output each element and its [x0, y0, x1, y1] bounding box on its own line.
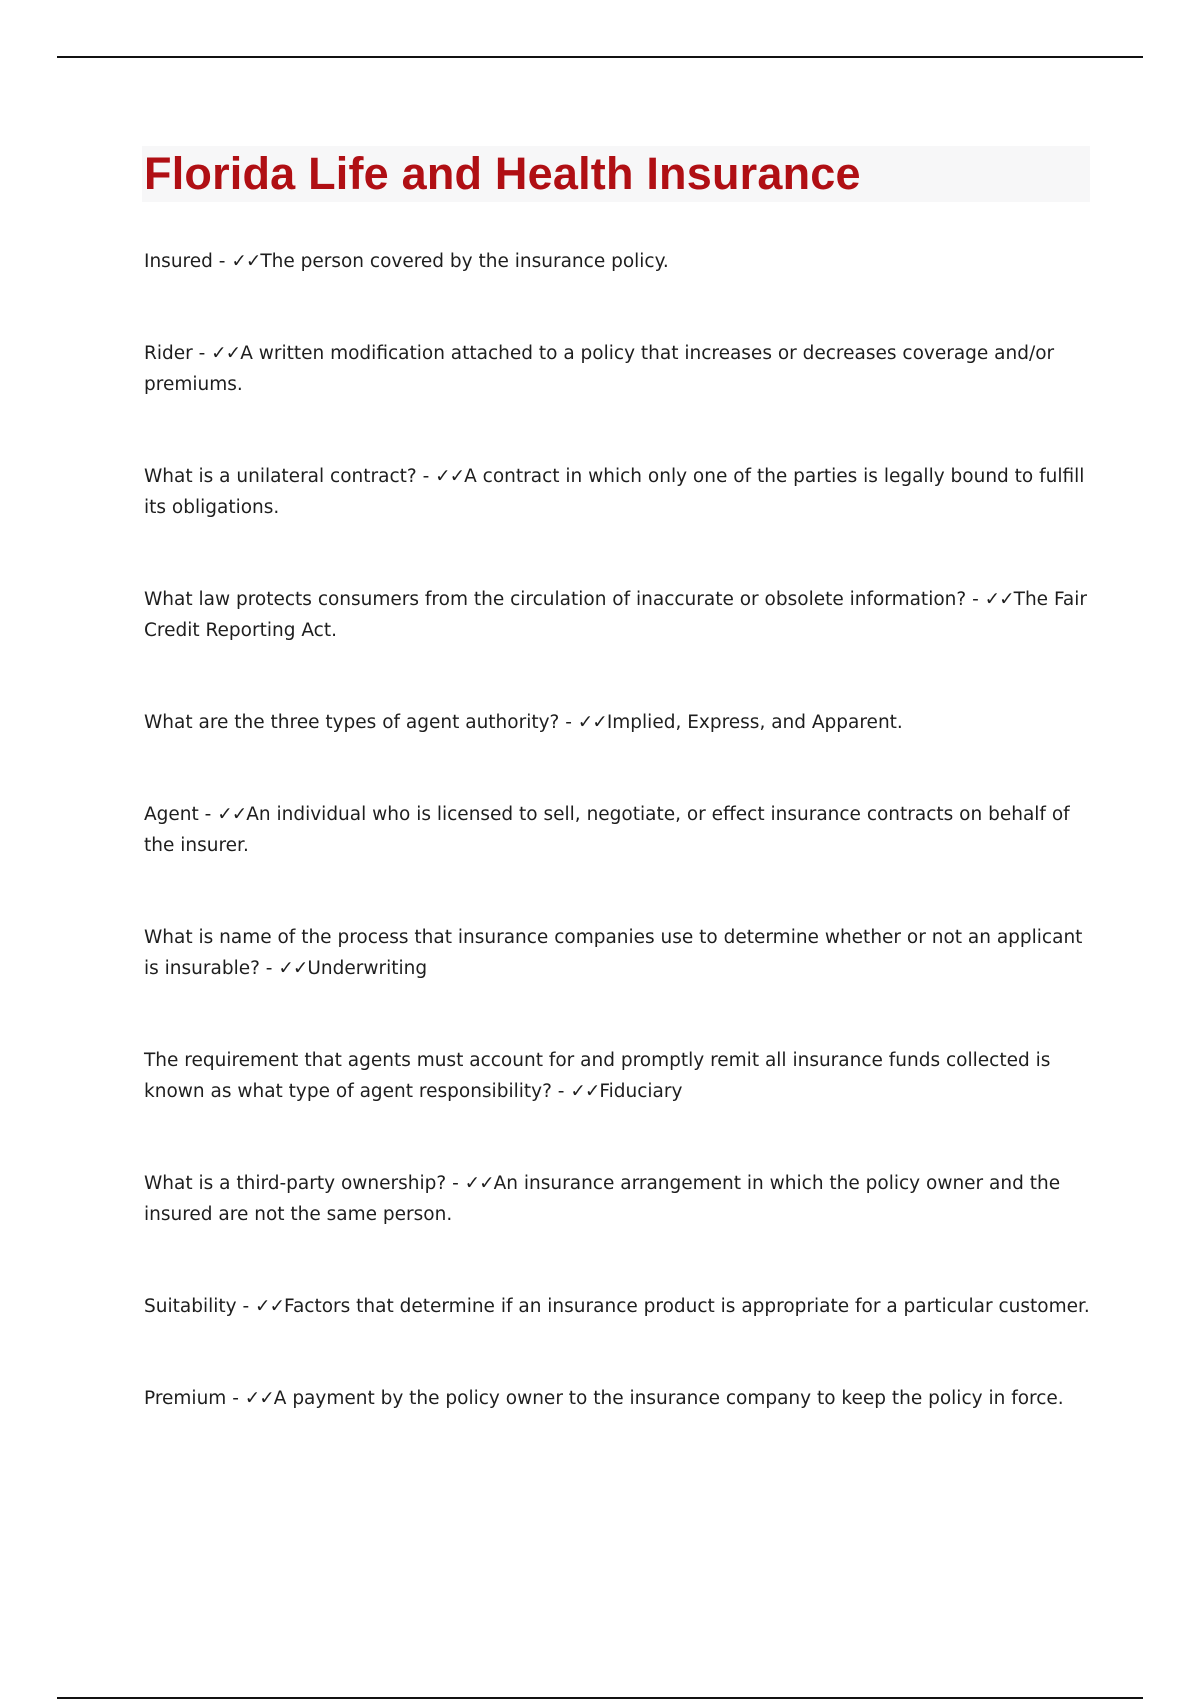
page-bottom-rule	[57, 1697, 1143, 1699]
flashcard-term: What are the three types of agent authority?	[144, 712, 560, 733]
flashcard-definition: Underwriting	[307, 958, 428, 979]
flashcard-definition: Factors that determine if an insurance product is appropriate for a particular customer.	[284, 1296, 1090, 1317]
double-check-icon: ✓✓	[577, 712, 607, 733]
flashcard-definition: The person covered by the insurance policy.	[260, 251, 669, 272]
flashcard-term: The requirement that agents must account for and promptly remit all insurance funds collected is known as what type of agent responsibility?	[144, 1050, 1051, 1102]
term-separator: -	[966, 589, 985, 610]
flashcard-definition: An individual who is licensed to sell, negotiate, or effect insurance contracts on behalf of the insurer.	[144, 804, 1070, 856]
flashcard-definition: An insurance arrangement in which the policy owner and the insured are not the same person.	[144, 1173, 1061, 1225]
flashcard-entry	[144, 799, 1094, 861]
double-check-icon: ✓✓	[211, 343, 241, 364]
double-check-icon: ✓✓	[231, 251, 261, 272]
flashcard-entry	[144, 1045, 1094, 1107]
term-separator: -	[559, 712, 578, 733]
flashcard-term: Rider	[144, 343, 193, 364]
double-check-icon: ✓✓	[255, 1296, 285, 1317]
flashcard-entry	[144, 1383, 1094, 1414]
flashcard-entry	[144, 584, 1094, 646]
flashcard-definition: A contract in which only one of the parties is legally bound to fulfill its obligations.	[144, 466, 1085, 518]
double-check-icon: ✓✓	[217, 804, 247, 825]
double-check-icon: ✓✓	[244, 1388, 274, 1409]
flashcard-entry	[144, 461, 1094, 523]
flashcard-entry	[144, 1291, 1094, 1322]
flashcard-term: What is a third-party ownership?	[144, 1173, 447, 1194]
flashcard-definition: A payment by the policy owner to the insurance company to keep the policy in force.	[273, 1388, 1064, 1409]
flashcard-term: Insured	[144, 251, 213, 272]
document-title: Florida Life and Health Insurance	[144, 148, 861, 199]
flashcard-term: Suitability	[144, 1296, 237, 1317]
flashcard-term: What law protects consumers from the circulation of inaccurate or obsolete information?	[144, 589, 967, 610]
double-check-icon: ✓✓	[570, 1081, 600, 1102]
term-separator: -	[192, 343, 212, 364]
flashcard-definition: The Fair Credit Reporting Act.	[144, 589, 1087, 641]
flashcard-entry	[144, 338, 1094, 400]
double-check-icon: ✓✓	[278, 958, 308, 979]
double-check-icon: ✓✓	[984, 589, 1014, 610]
flashcard-definition: Fiduciary	[599, 1081, 683, 1102]
flashcard-term: Premium	[144, 1388, 227, 1409]
term-separator: -	[226, 1388, 245, 1409]
double-check-icon: ✓✓	[435, 466, 465, 487]
flashcard-term: What is a unilateral contract?	[144, 466, 417, 487]
flashcard-term: What is name of the process that insurance companies use to determine whether or not an applicant is insurable?	[144, 927, 1083, 979]
document-body	[144, 146, 1094, 1414]
title-banner	[142, 146, 1090, 202]
flashcard-entry	[144, 1168, 1094, 1230]
flashcard-definition: A written modification attached to a policy that increases or decreases coverage and/or premiums.	[144, 343, 1055, 395]
term-separator: -	[212, 251, 232, 272]
term-separator: -	[259, 958, 279, 979]
term-separator: -	[416, 466, 436, 487]
flashcard-term: Agent	[144, 804, 199, 825]
page-top-rule	[57, 56, 1143, 58]
term-separator: -	[551, 1081, 571, 1102]
flashcard-entry	[144, 246, 1094, 277]
term-separator: -	[198, 804, 218, 825]
flashcard-entry	[144, 922, 1094, 984]
flashcard-definition: Implied, Express, and Apparent.	[606, 712, 903, 733]
flashcard-entry	[144, 707, 1094, 738]
flashcard-list	[144, 246, 1094, 1414]
term-separator: -	[446, 1173, 465, 1194]
double-check-icon: ✓✓	[464, 1173, 494, 1194]
term-separator: -	[236, 1296, 256, 1317]
